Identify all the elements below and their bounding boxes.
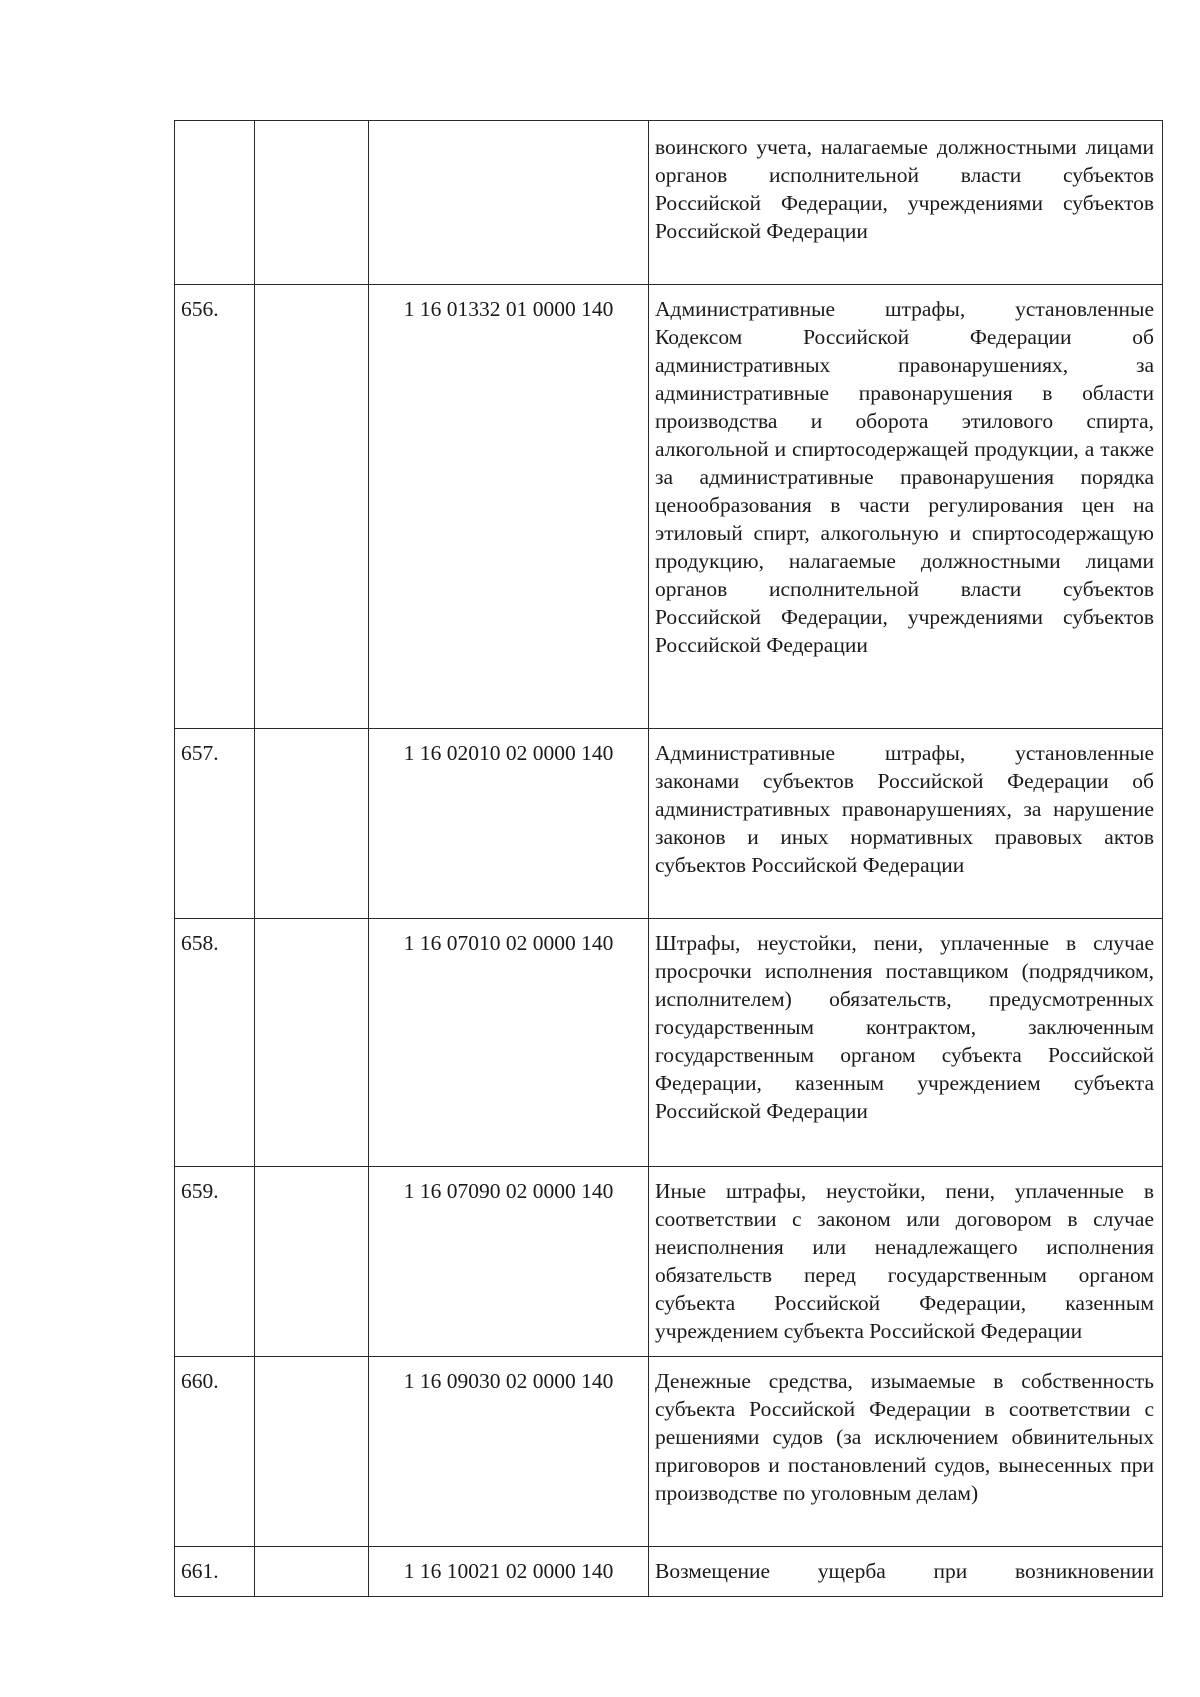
empty-cell — [255, 285, 369, 729]
table-row — [175, 1547, 1163, 1597]
budget-code: 1 16 07010 02 0000 140 — [369, 919, 649, 1167]
empty-cell — [255, 1357, 369, 1547]
row-number: 656. — [175, 285, 255, 729]
table-row — [175, 285, 1163, 729]
budget-code: 1 16 10021 02 0000 140 — [369, 1547, 649, 1597]
table-row — [175, 121, 1163, 285]
budget-code — [369, 121, 649, 285]
budget-code: 1 16 02010 02 0000 140 — [369, 729, 649, 919]
row-description: воинского учета, налагаемые должностными лицами органов исполнительной власти субъектов Российской Федерации, учреждениями субъектов Российской Федерации — [649, 121, 1163, 285]
empty-cell — [255, 1547, 369, 1597]
row-number — [175, 121, 255, 285]
empty-cell — [255, 729, 369, 919]
table-row — [175, 729, 1163, 919]
row-number: 659. — [175, 1167, 255, 1357]
empty-cell — [255, 1167, 369, 1357]
row-description: Административные штрафы, установленные Кодексом Российской Федерации об административных правонарушениях, за административные правонарушения в области производства и оборота этилового спирта, алкогольной и спиртосодержащей продукции, а также за административные правонарушения порядка ценообразования в части регулирования цен на этиловый спирт, алкогольную и спиртосодержащую продукцию, налагаемые должностными лицами органов исполнительной власти субъектов Российской Федерации, учреждениями субъектов Российской Федерации — [649, 285, 1163, 729]
row-number: 660. — [175, 1357, 255, 1547]
budget-codes-table — [174, 120, 1163, 1597]
empty-cell — [255, 121, 369, 285]
row-description: Штрафы, неустойки, пени, уплаченные в случае просрочки исполнения поставщиком (подрядчиком, исполнителем) обязательств, предусмотренных государственным контрактом, заключенным государственным органом субъекта Российской Федерации, казенным учреждением субъекта Российской Федерации — [649, 919, 1163, 1167]
budget-code: 1 16 01332 01 0000 140 — [369, 285, 649, 729]
row-number: 657. — [175, 729, 255, 919]
budget-code: 1 16 07090 02 0000 140 — [369, 1167, 649, 1357]
empty-cell — [255, 919, 369, 1167]
row-description: Иные штрафы, неустойки, пени, уплаченные в соответствии с законом или договором в случае неисполнения или ненадлежащего исполнения обязательств перед государственным органом субъекта Российской Федерации, казенным учреждением субъекта Российской Федерации — [649, 1167, 1163, 1357]
budget-code: 1 16 09030 02 0000 140 — [369, 1357, 649, 1547]
table-row — [175, 1167, 1163, 1357]
row-number: 658. — [175, 919, 255, 1167]
row-description: Денежные средства, изымаемые в собственность субъекта Российской Федерации в соответствии с решениями судов (за исключением обвинительных приговоров и постановлений судов, вынесенных при производстве по уголовным делам) — [649, 1357, 1163, 1547]
row-number: 661. — [175, 1547, 255, 1597]
table-row — [175, 919, 1163, 1167]
table-row — [175, 1357, 1163, 1547]
row-description: Административные штрафы, установленные законами субъектов Российской Федерации об административных правонарушениях, за нарушение законов и иных нормативных правовых актов субъектов Российской Федерации — [649, 729, 1163, 919]
row-description: Возмещение ущерба при возникновении — [649, 1547, 1163, 1597]
